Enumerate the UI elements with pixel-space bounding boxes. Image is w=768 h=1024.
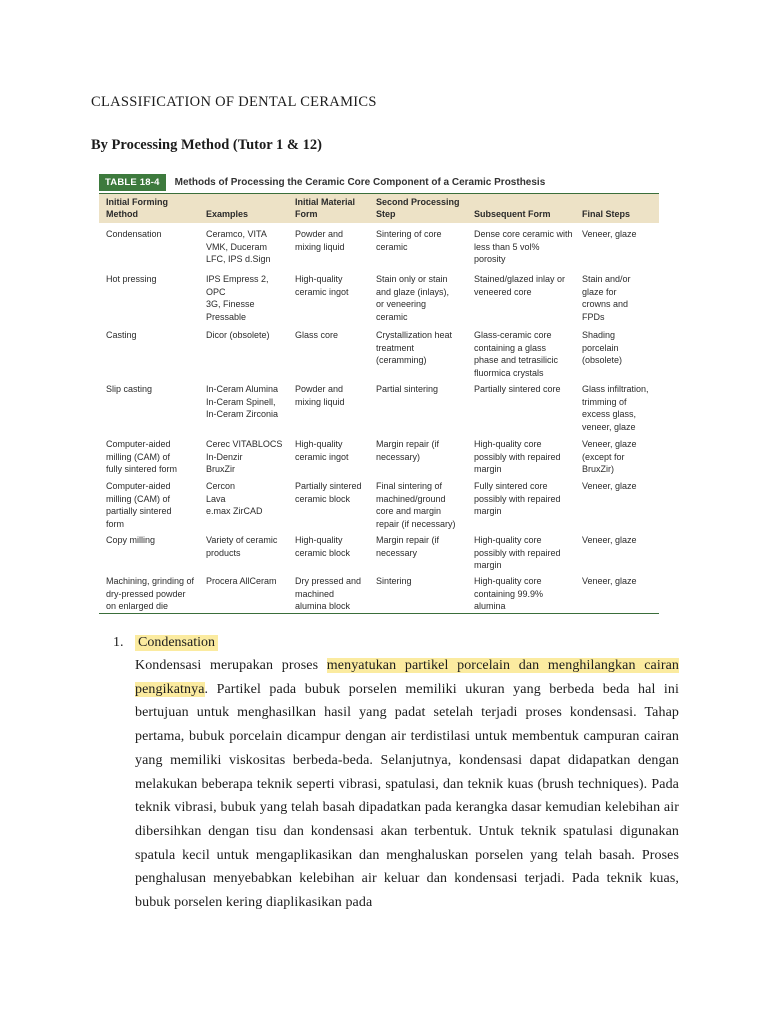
table-row: [99, 570, 659, 613]
table-cell: Powder and mixing liquid: [295, 229, 345, 252]
list-item-label: Condensation: [135, 635, 218, 651]
table-cell: Copy milling: [106, 535, 156, 545]
table-cell: High-quality ceramic ingot: [295, 274, 349, 297]
table-cell: Veneer, glaze: [582, 535, 637, 545]
table-caption: [99, 172, 659, 193]
table-cell: High-quality core possibly with repaired margin: [474, 439, 561, 474]
table-cell: High-quality core possibly with repaired margin: [474, 535, 561, 570]
table-cell: Stained/glazed inlay or veneered core: [474, 274, 566, 297]
table-cell: Cercon Lava e.max ZirCAD: [206, 481, 263, 516]
header-cell: Second Processing Step: [376, 197, 460, 219]
table-cell: Dry pressed and machined alumina block: [295, 576, 362, 611]
table-cell: Veneer, glaze: [582, 576, 637, 586]
table-cell: Partially sintered ceramic block: [295, 481, 362, 504]
document-title: CLASSIFICATION OF DENTAL CERAMICS: [91, 94, 377, 110]
table-header-row: [99, 193, 659, 223]
table-row: [99, 268, 659, 324]
table-cell: Veneer, glaze: [582, 229, 637, 239]
highlighted-text: menyatukan partikel porcelain dan menghilangkan cairan pengikatnya: [135, 658, 679, 697]
header-cell: Initial Material Form: [295, 197, 356, 219]
table-cell: Casting: [106, 330, 137, 340]
table-cell: Computer-aided milling (CAM) of partially sintered form: [106, 481, 172, 529]
table-cell: Slip casting: [106, 384, 153, 394]
header-cell: Subsequent Form: [474, 209, 551, 219]
body-paragraph: [135, 654, 679, 915]
header-cell: Final Steps: [582, 209, 631, 219]
table-cell: Crystallization heat treatment (ceramming): [376, 330, 453, 365]
paragraph-text: . Partikel pada bubuk porselen memiliki ukuran yang berbeda beda hal ini bertujuan untuk menghasilkan hasil yang padat setelah terjadi proses kondensasi. Tahap pertama, bubuk porcelain dicampur dengan air terdistilasi untuk membentuk campuran cairan yang memiliki viskositas berbeda-beda. Selanjutnya, kondensasi dapat didapatkan dengan melakukan beberapa teknik seperti vibrasi, spatulasi, dan teknik kuas (brush techniques). Pada teknik vibrasi, bubuk yang telah basah dipadatkan pada kerangka dasar kemudian kelebihan air dibersihkan dengan tisu dan kondensasi akan terbentuk. Untuk teknik spatulasi digunakan spatula kecil untuk mengaplikasikan dan menghaluskan porselen yang telah basah. Proses penghalusan menyebabkan kelebihan air keluar dan kondensasi terjadi. Pada teknik kuas, bubuk porselen kering diaplikasikan pada: [135, 681, 679, 911]
table-cell: Condensation: [106, 229, 162, 239]
list-number: 1.: [113, 635, 124, 650]
table-cell: Hot pressing: [106, 274, 157, 284]
table-cell: Cerec VITABLOCS In-Denzir BruxZir: [206, 439, 283, 474]
table-cell: Dicor (obsolete): [206, 330, 270, 340]
table-cell: IPS Empress 2, OPC 3G, Finesse Pressable: [206, 274, 269, 322]
table-cell: Veneer, glaze: [582, 481, 637, 491]
table-cell: Ceramco, VITA VMK, Duceram LFC, IPS d.Sign: [206, 229, 271, 264]
header-cell: Initial Forming Method: [106, 197, 168, 219]
table-cell: Glass-ceramic core containing a glass phase and tetrasilicic fluormica crystals: [474, 330, 559, 378]
table-cell: High-quality core containing 99.9% alumina: [474, 576, 544, 611]
table-cell: Stain and/or glaze for crowns and FPDs: [582, 274, 631, 322]
table-body: [99, 193, 659, 614]
table-cell: Partial sintering: [376, 384, 439, 394]
table-cell: Veneer, glaze (except for BruxZir): [582, 439, 637, 474]
table-cell: Powder and mixing liquid: [295, 384, 345, 407]
table-row: [99, 223, 659, 268]
table-cell: Shading porcelain (obsolete): [582, 330, 623, 365]
header-cell: Examples: [206, 209, 249, 219]
processing-methods-table: [99, 172, 659, 614]
table-cell: Machining, grinding of dry-pressed powder on enlarged die: [106, 576, 195, 611]
table-cell: Variety of ceramic products: [206, 535, 278, 558]
table-cell: High-quality ceramic block: [295, 535, 351, 558]
table-cell: Dense core ceramic with less than 5 vol% porosity: [474, 229, 573, 264]
table-row: [99, 433, 659, 475]
table-caption-text: Methods of Processing the Ceramic Core Component of a Ceramic Prosthesis: [174, 177, 546, 188]
table-cell: Procera AllCeram: [206, 576, 277, 586]
table-row: [99, 324, 659, 378]
table-cell: Margin repair (if necessary: [376, 535, 440, 558]
table-cell: Stain only or stain and glaze (inlays), or veneering ceramic: [376, 274, 450, 322]
table-row: [99, 378, 659, 433]
section-heading: By Processing Method (Tutor 1 & 12): [91, 137, 322, 153]
paragraph-text: Kondensasi merupakan proses: [135, 658, 327, 673]
table-cell: Sintering of core ceramic: [376, 229, 442, 252]
table-cell: Partially sintered core: [474, 384, 561, 394]
table-cell: In-Ceram Alumina In-Ceram Spinell, In-Ceram Zirconia: [206, 384, 279, 419]
table-cell: Sintering: [376, 576, 412, 586]
table-cell: Margin repair (if necessary): [376, 439, 440, 462]
table-cell: Computer-aided milling (CAM) of fully sintered form: [106, 439, 178, 474]
table-cell: Glass core: [295, 330, 339, 340]
table-cell: High-quality ceramic ingot: [295, 439, 349, 462]
table-row: [99, 529, 659, 570]
table-cell: Glass infiltration, trimming of excess glass, veneer, glaze: [582, 384, 649, 432]
table-cell: Final sintering of machined/ground core and margin repair (if necessary): [376, 481, 456, 529]
table-cell: Fully sintered core possibly with repaired margin: [474, 481, 561, 516]
table-number-badge: TABLE 18-4: [99, 174, 166, 191]
table-row: [99, 475, 659, 529]
